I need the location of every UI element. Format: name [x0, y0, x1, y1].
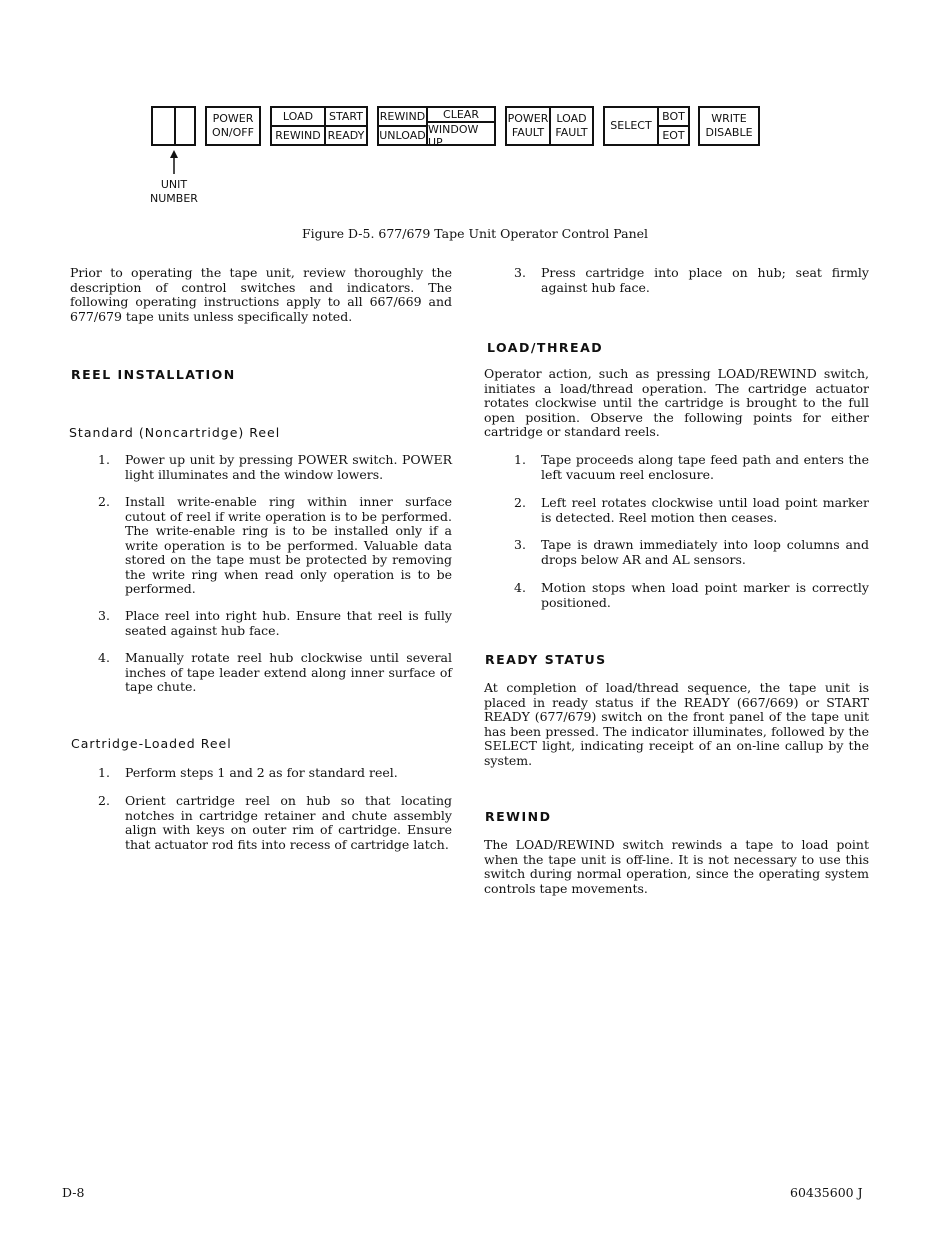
unit-number-label: UNIT NUMBER [150, 178, 198, 205]
cartridge-reel-heading: Cartridge-Loaded Reel [71, 736, 232, 751]
load-fault-indicator: LOAD FAULT [555, 112, 588, 139]
fault-indicators [505, 106, 594, 146]
reel-installation-heading: REEL INSTALLATION [71, 367, 236, 382]
rewind-heading: REWIND [485, 809, 552, 824]
on-off-label: ON/OFF [212, 126, 254, 139]
load-thread-intro: Operator action, such as pressing LOAD/REWIND switch, initiates a load/thread operation. The cartridge actuator rotates clockwise until the cartridge is brought to the full open position. Observe the following points for either cartridge or standard reels. [484, 366, 869, 439]
select-group [603, 106, 690, 146]
power-label: POWER [212, 112, 254, 125]
rewind-clear-group [377, 106, 496, 149]
select-indicator: SELECT [605, 108, 659, 144]
unit-digit-right [176, 108, 194, 144]
bot-eot-indicator: BOT EOT [659, 108, 688, 144]
figure-caption: Figure D-5. 677/679 Tape Unit Operator Control Panel [301, 226, 649, 241]
ready-status-heading: READY STATUS [485, 652, 607, 667]
load-start-group [270, 106, 368, 146]
write-disable-indicator: WRITE DISABLE [698, 106, 760, 146]
ready-status-paragraph: At completion of load/thread sequence, the tape unit is placed in ready status if the READY (667/669) or START READY (677/679) switch on the front panel of the tape unit has been pressed. The indicator illuminates, followed by the SELECT light, indicating receipt of an on-line callup by the system. [484, 680, 869, 768]
page-number: D-8 [62, 1185, 85, 1200]
unit-number-display [151, 106, 196, 146]
load-rewind-switch: LOAD REWIND [272, 108, 326, 144]
load-thread-heading: LOAD/THREAD [487, 340, 604, 355]
start-ready-switch: START READY [327, 110, 365, 142]
rewind-unload-switch: REWIND UNLOAD [379, 108, 428, 144]
document-number: 60435600 J [790, 1185, 863, 1200]
power-switch [205, 106, 261, 146]
arrow-up-icon [166, 150, 182, 176]
standard-reel-heading: Standard (Noncartridge) Reel [69, 425, 281, 440]
rewind-paragraph: The LOAD/REWIND switch rewinds a tape to load point when the tape unit is off-line. It is not necessary to use this switch during normal operation, since the operating system controls tape movements. [484, 837, 869, 896]
power-fault-indicator: POWER FAULT [507, 108, 551, 144]
unit-digit-left [153, 108, 176, 144]
clear-window-switch: CLEAR WINDOW UP [428, 108, 494, 144]
intro-paragraph: Prior to operating the tape unit, review thoroughly the description of control switches and indicators. The following operating instructions apply to all 667/669 and 677/679 tape units unless specifically noted. [70, 265, 452, 324]
